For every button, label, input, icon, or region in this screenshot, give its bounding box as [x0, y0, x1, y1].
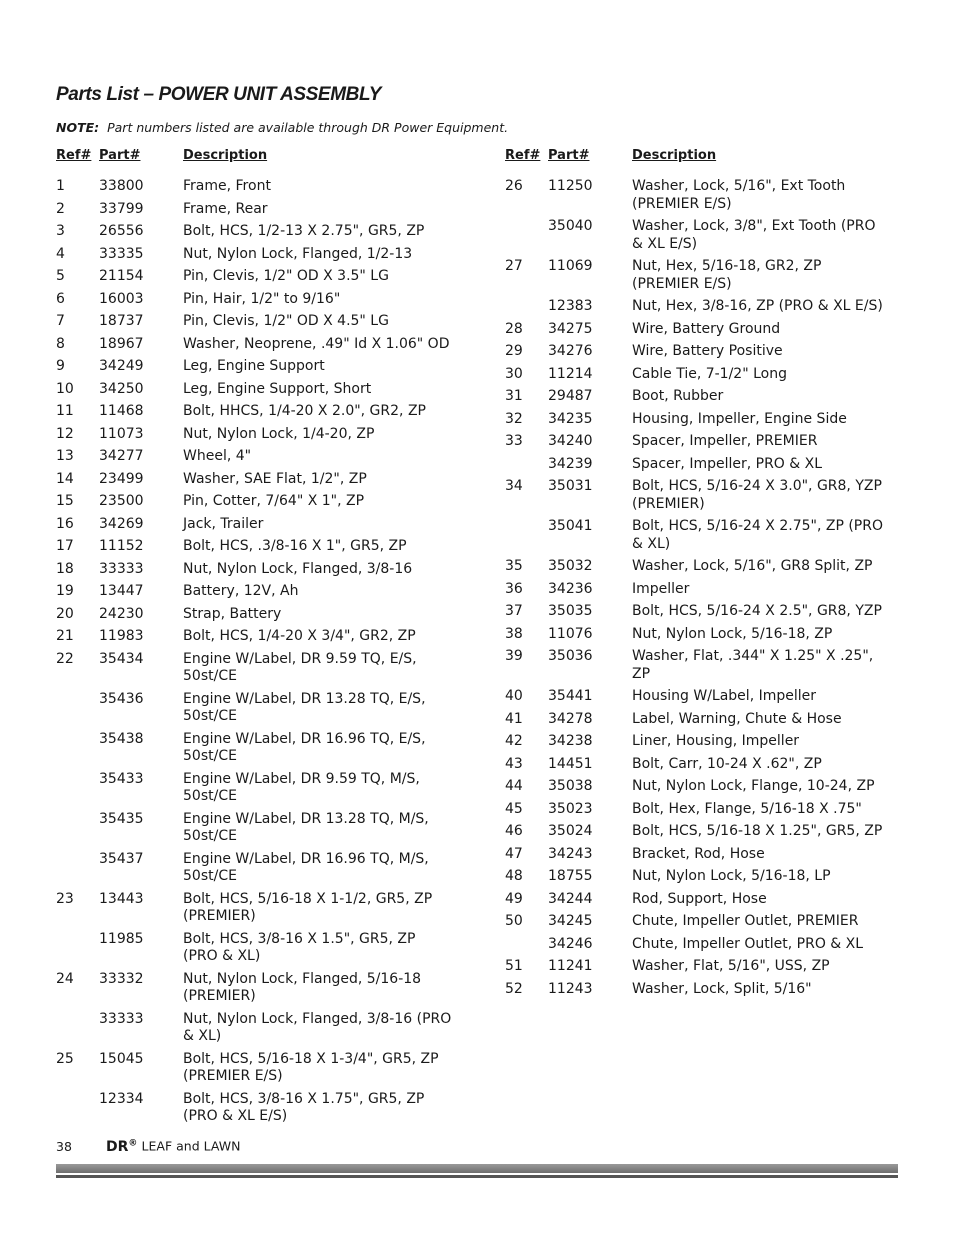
- description-cell: Bolt, HCS, 1/4-20 X 3/4", GR2, ZP: [183, 628, 416, 644]
- part-number-cell: 23500: [99, 493, 144, 509]
- part-number-cell: 33335: [99, 245, 144, 262]
- part-number-cell: 34277: [99, 448, 144, 464]
- ref-cell: 37: [505, 603, 523, 619]
- description-cell: Leg, Engine Support: [183, 358, 325, 374]
- description-cell: Wheel, 4": [183, 448, 252, 464]
- table-row: [56, 178, 456, 201]
- table-row: [505, 981, 890, 1004]
- description-cell: Strap, Battery: [183, 605, 282, 622]
- table-row: [56, 426, 456, 449]
- table-row: [56, 268, 456, 291]
- description-cell: Housing, Impeller, Engine Side: [632, 410, 847, 427]
- part-number-cell: 34249: [99, 358, 144, 374]
- part-number-cell: 18755: [548, 868, 593, 884]
- ref-cell: 6: [56, 290, 65, 307]
- table-row: [505, 558, 890, 581]
- header-part: Part#: [548, 148, 590, 163]
- part-number-cell: 34269: [99, 515, 144, 532]
- description-cell: Bolt, HCS, 5/16-18 X 1-3/4", GR5, ZP (PREMIER E/S): [183, 1050, 439, 1084]
- description-cell: Bolt, Hex, Flange, 5/16-18 X .75": [632, 800, 862, 817]
- part-number-cell: 34246: [548, 935, 593, 952]
- description-cell: Wire, Battery Positive: [632, 343, 783, 359]
- ref-cell: 46: [505, 823, 523, 839]
- table-row: [505, 778, 890, 801]
- table-row: [505, 891, 890, 914]
- description-cell: Battery, 12V, Ah: [183, 583, 299, 599]
- ref-cell: 51: [505, 958, 523, 974]
- ref-cell: 34: [505, 478, 523, 494]
- header-part: Part#: [99, 148, 141, 163]
- header-description: Description: [632, 148, 717, 163]
- ref-cell: 9: [56, 358, 65, 374]
- part-number-cell: 13443: [99, 890, 144, 907]
- part-number-cell: 11073: [99, 425, 144, 442]
- description-cell: Engine W/Label, DR 9.59 TQ, E/S, 50st/CE: [183, 650, 417, 684]
- table-row: [56, 538, 456, 561]
- table-row: [505, 581, 890, 604]
- description-cell: Washer, Lock, 5/16", GR8 Split, ZP: [632, 558, 873, 574]
- part-number-cell: 35433: [99, 770, 144, 787]
- table-row: [505, 823, 890, 846]
- description-cell: Washer, Neoprene, .49" Id X 1.06" OD: [183, 335, 450, 352]
- table-row: [505, 518, 890, 558]
- note-label: NOTE:: [56, 120, 100, 135]
- description-cell: Jack, Trailer: [183, 515, 264, 532]
- description-cell: Label, Warning, Chute & Hose: [632, 710, 842, 727]
- part-number-cell: 12334: [99, 1090, 144, 1107]
- part-number-cell: 16003: [99, 290, 144, 307]
- description-cell: Spacer, Impeller, PREMIER: [632, 433, 818, 449]
- part-number-cell: 12383: [548, 298, 593, 314]
- ref-cell: 28: [505, 320, 523, 337]
- description-cell: Liner, Housing, Impeller: [632, 733, 800, 749]
- parts-table-left: [56, 146, 456, 1131]
- part-number-cell: 21154: [99, 268, 144, 284]
- description-cell: Washer, Flat, 5/16", USS, ZP: [632, 958, 830, 974]
- description-cell: Nut, Nylon Lock, Flange, 10-24, ZP: [632, 778, 875, 794]
- part-number-cell: 18737: [99, 313, 144, 329]
- header-ref: Ref#: [505, 148, 541, 163]
- ref-cell: 41: [505, 710, 523, 727]
- table-row: [505, 626, 890, 649]
- description-cell: Rod, Support, Hose: [632, 890, 767, 907]
- description-cell: Nut, Nylon Lock, 5/16-18, LP: [632, 868, 831, 884]
- part-number-cell: 33332: [99, 970, 144, 987]
- table-row: [56, 1091, 456, 1131]
- table-row: [56, 931, 456, 971]
- table-row: [56, 403, 456, 426]
- ref-cell: 18: [56, 560, 74, 577]
- part-number-cell: 35032: [548, 558, 593, 574]
- table-row: [505, 298, 890, 321]
- part-number-cell: 35041: [548, 518, 593, 534]
- description-cell: Bolt, HHCS, 1/4-20 X 2.0", GR2, ZP: [183, 403, 426, 419]
- part-number-cell: 29487: [548, 388, 593, 404]
- table-row: [505, 801, 890, 824]
- part-number-cell: 35434: [99, 650, 144, 667]
- page-number: 38: [56, 1138, 72, 1154]
- description-cell: Spacer, Impeller, PRO & XL: [632, 455, 823, 472]
- table-row: [505, 321, 890, 344]
- description-cell: Bolt, Carr, 10-24 X .62", ZP: [632, 755, 822, 772]
- part-number-cell: 35023: [548, 800, 593, 817]
- description-cell: Nut, Nylon Lock, Flanged, 1/2-13: [183, 245, 413, 262]
- table-row: [56, 493, 456, 516]
- table-row: [56, 628, 456, 651]
- description-cell: Nut, Nylon Lock, Flanged, 3/8-16 (PRO & XL): [183, 1010, 452, 1044]
- table-row: [56, 291, 456, 314]
- ref-cell: 24: [56, 970, 74, 987]
- brand-subtitle: LEAF and LAWN: [141, 1138, 241, 1154]
- part-number-cell: 34235: [548, 410, 593, 427]
- description-cell: Bolt, HCS, 5/16-24 X 2.5", GR8, YZP: [632, 603, 882, 619]
- part-number-cell: 35038: [548, 778, 593, 794]
- table-row: [56, 606, 456, 629]
- table-row: [505, 733, 890, 756]
- description-cell: Bolt, HCS, 3/8-16 X 1.5", GR5, ZP (PRO & XL): [183, 930, 416, 964]
- description-cell: Bolt, HCS, 5/16-24 X 3.0", GR8, YZP (PREMIER): [632, 478, 882, 512]
- part-number-cell: 34250: [99, 380, 144, 397]
- table-row: [56, 516, 456, 539]
- description-cell: Chute, Impeller Outlet, PRO & XL: [632, 935, 864, 952]
- description-cell: Wire, Battery Ground: [632, 320, 781, 337]
- description-cell: Washer, SAE Flat, 1/2", ZP: [183, 470, 367, 487]
- table-row: [505, 178, 890, 218]
- part-number-cell: 35031: [548, 478, 593, 494]
- table-row: [56, 971, 456, 1011]
- ref-cell: 43: [505, 755, 523, 772]
- ref-cell: 15: [56, 493, 74, 509]
- table-row: [56, 201, 456, 224]
- part-number-cell: 23499: [99, 470, 144, 487]
- ref-cell: 11: [56, 403, 74, 419]
- parts-rows-right: [505, 178, 890, 1003]
- part-number-cell: 11069: [548, 258, 593, 274]
- part-number-cell: 11214: [548, 365, 593, 382]
- table-row: [505, 366, 890, 389]
- description-cell: Nut, Hex, 5/16-18, GR2, ZP (PREMIER E/S): [632, 258, 822, 292]
- table-row: [505, 711, 890, 734]
- table-row: [56, 246, 456, 269]
- part-number-cell: 33333: [99, 1010, 144, 1027]
- description-cell: Bolt, HCS, 5/16-18 X 1-1/2, GR5, ZP (PREMIER): [183, 890, 433, 924]
- description-cell: Engine W/Label, DR 13.28 TQ, E/S, 50st/CE: [183, 690, 426, 724]
- table-row: [505, 258, 890, 298]
- ref-cell: 7: [56, 313, 65, 329]
- table-row: [56, 358, 456, 381]
- ref-cell: 36: [505, 580, 523, 597]
- description-cell: Pin, Clevis, 1/2" OD X 4.5" LG: [183, 313, 389, 329]
- description-cell: Housing W/Label, Impeller: [632, 688, 817, 704]
- registered-mark: ®: [128, 1138, 138, 1148]
- table-row: [505, 868, 890, 891]
- part-number-cell: 18967: [99, 335, 144, 352]
- ref-cell: 33: [505, 433, 523, 449]
- parts-rows-left: [56, 178, 456, 1131]
- description-cell: Engine W/Label, DR 16.96 TQ, M/S, 50st/CE: [183, 850, 429, 884]
- part-number-cell: 34240: [548, 433, 593, 449]
- description-cell: Impeller: [632, 580, 690, 597]
- note: [56, 120, 508, 135]
- ref-cell: 19: [56, 583, 74, 599]
- part-number-cell: 35035: [548, 603, 593, 619]
- part-number-cell: 34236: [548, 580, 593, 597]
- ref-cell: 22: [56, 650, 74, 667]
- description-cell: Boot, Rubber: [632, 388, 724, 404]
- description-cell: Washer, Lock, Split, 5/16": [632, 980, 812, 997]
- table-row: [505, 343, 890, 366]
- ref-cell: 10: [56, 380, 74, 397]
- page-title: Parts List – POWER UNIT ASSEMBLY: [56, 84, 382, 105]
- ref-cell: 49: [505, 890, 523, 907]
- table-row: [505, 913, 890, 936]
- description-cell: Nut, Hex, 3/8-16, ZP (PRO & XL E/S): [632, 298, 883, 314]
- ref-cell: 30: [505, 365, 523, 382]
- part-number-cell: 34243: [548, 845, 593, 862]
- description-cell: Bolt, HCS, 5/16-18 X 1.25", GR5, ZP: [632, 823, 883, 839]
- table-row: [56, 731, 456, 771]
- ref-cell: 38: [505, 625, 523, 642]
- description-cell: Washer, Lock, 3/8", Ext Tooth (PRO & XL E/S): [632, 218, 876, 252]
- description-cell: Pin, Clevis, 1/2" OD X 3.5" LG: [183, 268, 389, 284]
- ref-cell: 32: [505, 410, 523, 427]
- ref-cell: 20: [56, 605, 74, 622]
- part-number-cell: 35040: [548, 218, 593, 234]
- ref-cell: 48: [505, 868, 523, 884]
- description-cell: Engine W/Label, DR 9.59 TQ, M/S, 50st/CE: [183, 770, 420, 804]
- part-number-cell: 34239: [548, 455, 593, 472]
- part-number-cell: 11241: [548, 958, 593, 974]
- ref-cell: 8: [56, 335, 65, 352]
- description-cell: Washer, Lock, 5/16", Ext Tooth (PREMIER E/S): [632, 178, 846, 212]
- table-row: [505, 936, 890, 959]
- ref-cell: 52: [505, 980, 523, 997]
- part-number-cell: 35436: [99, 690, 144, 707]
- part-number-cell: 35435: [99, 810, 144, 827]
- part-number-cell: 34275: [548, 320, 593, 337]
- footer-rule-thin: [56, 1175, 898, 1178]
- ref-cell: 25: [56, 1050, 74, 1067]
- part-number-cell: 14451: [548, 755, 593, 772]
- table-row: [56, 448, 456, 471]
- part-number-cell: 34245: [548, 913, 593, 929]
- description-cell: Engine W/Label, DR 13.28 TQ, M/S, 50st/CE: [183, 810, 429, 844]
- part-number-cell: 35441: [548, 688, 593, 704]
- brand-text: DR: [106, 1138, 129, 1155]
- table-row: [56, 691, 456, 731]
- table-header: [56, 146, 456, 166]
- table-row: [56, 1011, 456, 1051]
- part-number-cell: 34278: [548, 710, 593, 727]
- parts-table-right: [505, 146, 890, 1003]
- note-text: Part numbers listed are available through DR Power Equipment.: [107, 120, 509, 135]
- ref-cell: 12: [56, 425, 74, 442]
- ref-cell: 16: [56, 515, 74, 532]
- part-number-cell: 35024: [548, 823, 593, 839]
- table-row: [56, 771, 456, 811]
- table-row: [505, 756, 890, 779]
- description-cell: Chute, Impeller Outlet, PREMIER: [632, 913, 859, 929]
- description-cell: Washer, Flat, .344" X 1.25" X .25", ZP: [632, 648, 874, 682]
- part-number-cell: 11250: [548, 178, 593, 194]
- ref-cell: 14: [56, 470, 74, 487]
- table-row: [56, 583, 456, 606]
- description-cell: Bolt, HCS, 5/16-24 X 2.75", ZP (PRO & XL): [632, 518, 883, 552]
- table-row: [505, 958, 890, 981]
- description-cell: Cable Tie, 7-1/2" Long: [632, 365, 787, 382]
- part-number-cell: 11243: [548, 980, 593, 997]
- part-number-cell: 11076: [548, 625, 593, 642]
- ref-cell: 40: [505, 688, 523, 704]
- ref-cell: 35: [505, 558, 523, 574]
- ref-cell: 4: [56, 245, 65, 262]
- ref-cell: 45: [505, 800, 523, 817]
- ref-cell: 17: [56, 538, 74, 554]
- part-number-cell: 11152: [99, 538, 144, 554]
- table-row: [505, 846, 890, 869]
- table-row: [56, 811, 456, 851]
- part-number-cell: 26556: [99, 223, 144, 239]
- table-row: [505, 411, 890, 434]
- description-cell: Pin, Hair, 1/2" to 9/16": [183, 290, 341, 307]
- table-row: [56, 651, 456, 691]
- part-number-cell: 35036: [548, 648, 593, 664]
- ref-cell: 31: [505, 388, 523, 404]
- header-ref: Ref#: [56, 148, 92, 163]
- description-cell: Bolt, HCS, 3/8-16 X 1.75", GR5, ZP (PRO & XL E/S): [183, 1090, 425, 1124]
- ref-cell: 21: [56, 628, 74, 644]
- part-number-cell: 33799: [99, 200, 144, 217]
- table-row: [56, 223, 456, 246]
- table-row: [56, 336, 456, 359]
- table-row: [56, 313, 456, 336]
- description-cell: Nut, Nylon Lock, Flanged, 5/16-18 (PREMIER): [183, 970, 422, 1004]
- table-header: [505, 146, 890, 166]
- footer-rule-thick: [56, 1164, 898, 1173]
- table-row: [505, 648, 890, 688]
- ref-cell: 3: [56, 223, 65, 239]
- table-row: [56, 561, 456, 584]
- table-row: [56, 471, 456, 494]
- ref-cell: 5: [56, 268, 65, 284]
- description-cell: Bolt, HCS, .3/8-16 X 1", GR5, ZP: [183, 538, 407, 554]
- table-row: [505, 218, 890, 258]
- table-row: [505, 478, 890, 518]
- table-row: [505, 388, 890, 411]
- part-number-cell: 35438: [99, 730, 144, 747]
- description-cell: Bolt, HCS, 1/2-13 X 2.75", GR5, ZP: [183, 223, 425, 239]
- description-cell: Leg, Engine Support, Short: [183, 380, 372, 397]
- description-cell: Bracket, Rod, Hose: [632, 845, 765, 862]
- description-cell: Nut, Nylon Lock, 5/16-18, ZP: [632, 625, 833, 642]
- ref-cell: 13: [56, 448, 74, 464]
- description-cell: Frame, Rear: [183, 200, 268, 217]
- part-number-cell: 11468: [99, 403, 144, 419]
- ref-cell: 39: [505, 648, 523, 664]
- ref-cell: 1: [56, 178, 65, 194]
- part-number-cell: 35437: [99, 850, 144, 867]
- part-number-cell: 33333: [99, 560, 144, 577]
- part-number-cell: 34244: [548, 890, 593, 907]
- header-description: Description: [183, 148, 268, 163]
- table-row: [505, 603, 890, 626]
- description-cell: Pin, Cotter, 7/64" X 1", ZP: [183, 493, 365, 509]
- ref-cell: 2: [56, 200, 65, 217]
- ref-cell: 27: [505, 258, 523, 274]
- ref-cell: 29: [505, 343, 523, 359]
- ref-cell: 44: [505, 778, 523, 794]
- part-number-cell: 24230: [99, 605, 144, 622]
- ref-cell: 26: [505, 178, 523, 194]
- part-number-cell: 15045: [99, 1050, 144, 1067]
- part-number-cell: 33800: [99, 178, 144, 194]
- ref-cell: 42: [505, 733, 523, 749]
- table-row: [505, 688, 890, 711]
- part-number-cell: 34276: [548, 343, 593, 359]
- table-row: [56, 381, 456, 404]
- description-cell: Engine W/Label, DR 16.96 TQ, E/S, 50st/CE: [183, 730, 426, 764]
- part-number-cell: 11983: [99, 628, 144, 644]
- ref-cell: 50: [505, 913, 523, 929]
- ref-cell: 47: [505, 845, 523, 862]
- part-number-cell: 34238: [548, 733, 593, 749]
- ref-cell: 23: [56, 890, 74, 907]
- page-footer: [56, 1138, 240, 1155]
- table-row: [56, 1051, 456, 1091]
- brand-name: [106, 1139, 137, 1155]
- table-row: [505, 456, 890, 479]
- description-cell: Nut, Nylon Lock, Flanged, 3/8-16: [183, 560, 413, 577]
- description-cell: Frame, Front: [183, 178, 271, 194]
- table-row: [56, 851, 456, 891]
- part-number-cell: 13447: [99, 583, 144, 599]
- table-row: [505, 433, 890, 456]
- description-cell: Nut, Nylon Lock, 1/4-20, ZP: [183, 425, 375, 442]
- table-row: [56, 891, 456, 931]
- part-number-cell: 11985: [99, 930, 144, 947]
